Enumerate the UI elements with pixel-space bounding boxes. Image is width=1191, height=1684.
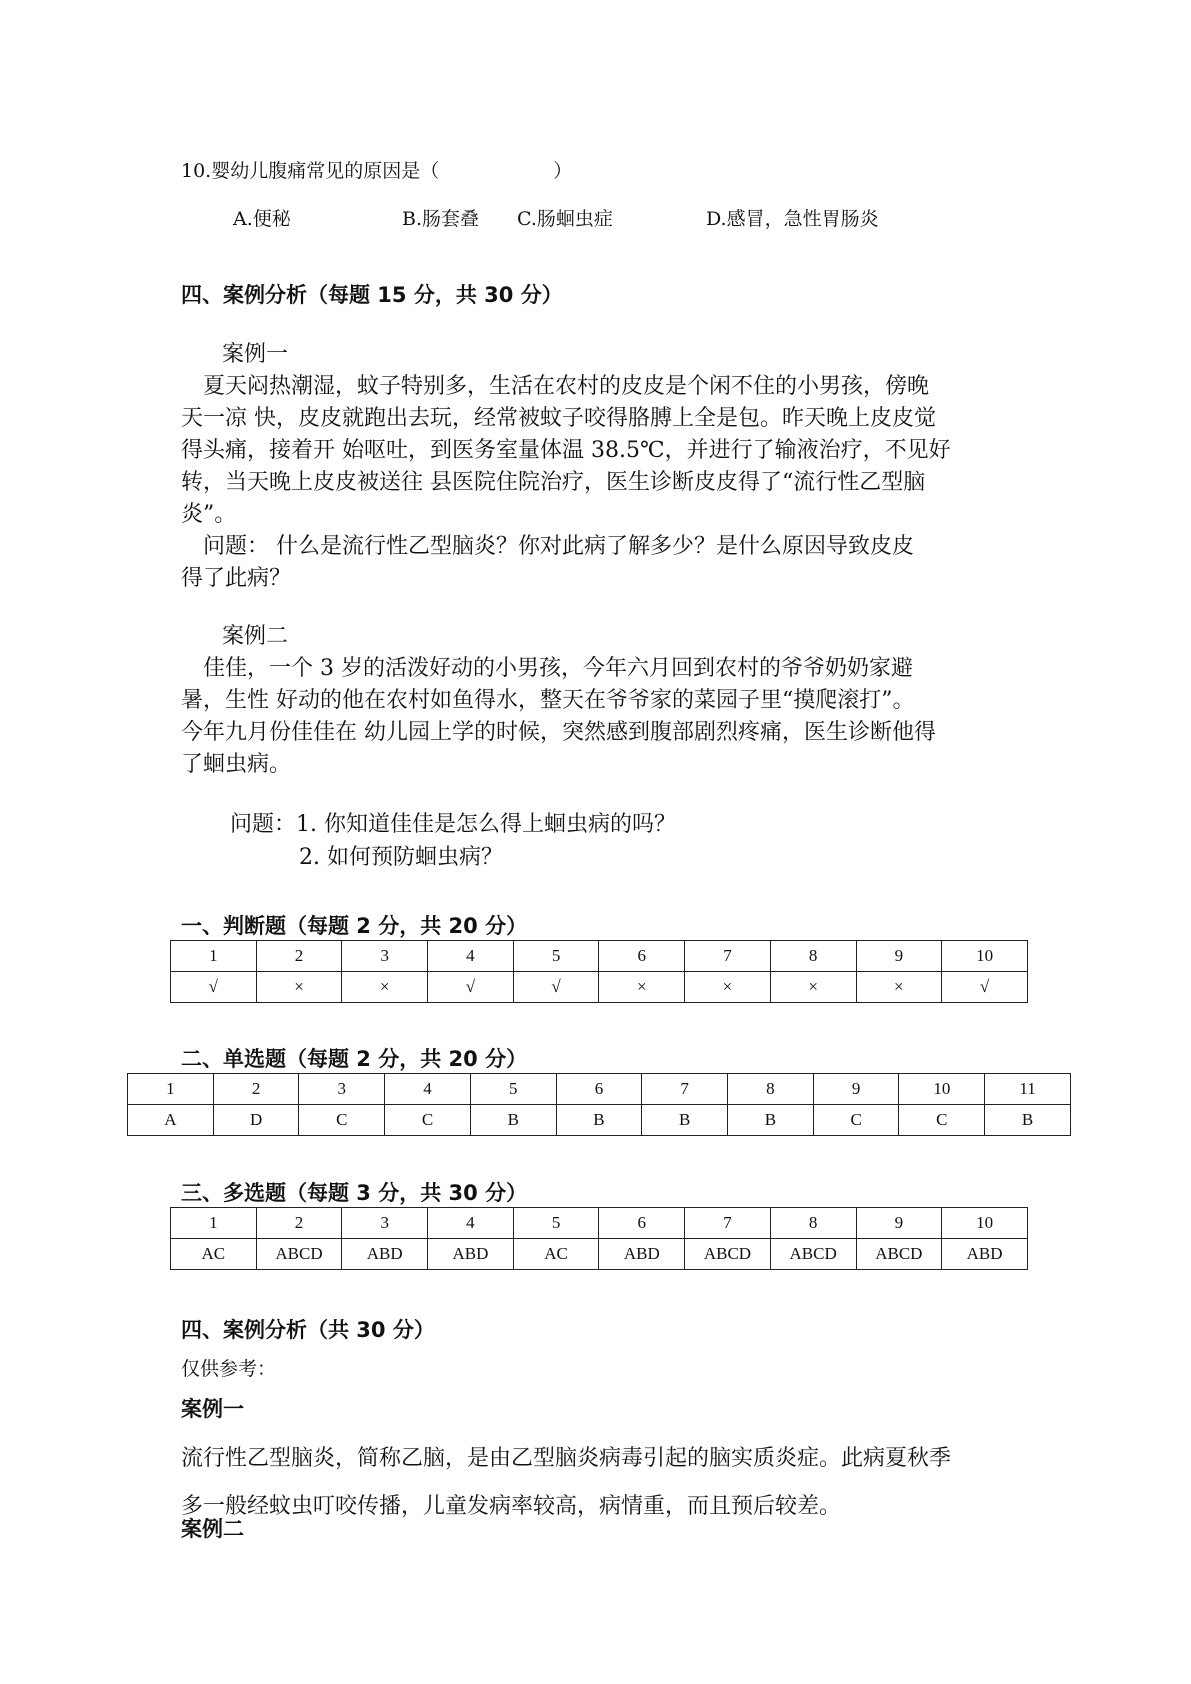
table-cell: × — [856, 972, 942, 1003]
table-cell: √ — [428, 972, 514, 1003]
text-line: 得头痛，接着开 始呕吐，到医务室量体温 38.5℃，并进行了输液治疗，不见好 — [181, 438, 951, 463]
table-cell: 6 — [599, 941, 685, 972]
table-cell: B — [642, 1105, 728, 1136]
table-cell: √ — [942, 972, 1028, 1003]
table-cell: 4 — [385, 1074, 471, 1105]
case-2-answer-title: 案例二 — [181, 1517, 244, 1541]
table-cell: 6 — [556, 1074, 642, 1105]
case-2-text — [181, 653, 1017, 781]
text-line: 转，当天晚上皮皮被送往 县医院住院治疗，医生诊断皮皮得了“流行性乙型脑 — [181, 470, 926, 495]
table-cell: 7 — [642, 1074, 728, 1105]
table-cell: 8 — [770, 941, 856, 972]
case-2-title: 案例二 — [222, 624, 289, 649]
table-cell: AC — [513, 1239, 599, 1270]
table-cell: 1 — [171, 1208, 257, 1239]
table-cell: AC — [171, 1239, 257, 1270]
single-answers-title: 二、单选题（每题 2 分，共 20 分） — [181, 1047, 528, 1071]
table-cell: 5 — [513, 1208, 599, 1239]
table-cell: B — [470, 1105, 556, 1136]
table-cell: 4 — [428, 1208, 514, 1239]
table-row — [128, 1105, 1071, 1136]
table-cell: 9 — [813, 1074, 899, 1105]
table-row — [171, 941, 1028, 972]
table-cell: B — [728, 1105, 814, 1136]
case-1-answer-title: 案例一 — [181, 1397, 244, 1421]
table-cell: C — [899, 1105, 985, 1136]
table-cell: ABD — [599, 1239, 685, 1270]
table-cell: ABD — [342, 1239, 428, 1270]
case-2-question-1: 问题：1. 你知道佳佳是怎么得上蛔虫病的吗？ — [230, 812, 676, 837]
text-line: 佳佳，一个 3 岁的活泼好动的小男孩，今年六月回到农村的爷爷奶奶家避 — [181, 656, 913, 681]
table-cell: 3 — [342, 1208, 428, 1239]
table-cell: 10 — [942, 941, 1028, 972]
reference-note: 仅供参考： — [181, 1358, 277, 1380]
table-cell: 3 — [342, 941, 428, 972]
table-cell: ABD — [428, 1239, 514, 1270]
table-cell: ABCD — [685, 1239, 771, 1270]
table-cell: C — [385, 1105, 471, 1136]
table-cell: ABCD — [256, 1239, 342, 1270]
table-cell: × — [685, 972, 771, 1003]
table-cell: × — [599, 972, 685, 1003]
text-line: 今年九月份佳佳在 幼儿园上学的时候，突然感到腹部剧烈疼痛，医生诊断他得 — [181, 720, 936, 745]
single-answers-table — [127, 1073, 1071, 1136]
table-cell: ABD — [942, 1239, 1028, 1270]
text-line: 暑，生性 好动的他在农村如鱼得水，整天在爷爷家的菜园子里“摸爬滚打”。 — [181, 688, 915, 713]
case-2-question-2: 2. 如何预防蛔虫病？ — [299, 845, 503, 870]
question-10-option-b: B.肠套叠 — [402, 208, 480, 230]
table-row — [171, 1208, 1028, 1239]
table-cell: D — [213, 1105, 299, 1136]
table-row — [128, 1074, 1071, 1105]
table-cell: 7 — [685, 941, 771, 972]
case-1-answer-text — [181, 1435, 1017, 1531]
case-answers-title: 四、案例分析（共 30 分） — [181, 1318, 435, 1342]
question-10-stem: 10.婴幼儿腹痛常见的原因是（ ） — [181, 160, 573, 182]
table-cell: √ — [171, 972, 257, 1003]
table-cell: 1 — [128, 1074, 214, 1105]
text-line: 炎”。 — [181, 502, 237, 527]
table-cell: 10 — [899, 1074, 985, 1105]
table-cell: ABCD — [770, 1239, 856, 1270]
table-cell: C — [813, 1105, 899, 1136]
table-cell: 4 — [428, 941, 514, 972]
table-cell: 5 — [513, 941, 599, 972]
table-cell: 7 — [685, 1208, 771, 1239]
multi-answers-table — [170, 1207, 1028, 1270]
table-cell: × — [256, 972, 342, 1003]
table-cell: 8 — [728, 1074, 814, 1105]
table-cell: × — [342, 972, 428, 1003]
text-line: 多一般经蚊虫叮咬传播，儿童发病率较高，病情重，而且预后较差。 — [181, 1494, 842, 1519]
table-cell: 9 — [856, 1208, 942, 1239]
text-line: 天一凉 快，皮皮就跑出去玩，经常被蚊子咬得胳膊上全是包。昨天晚上皮皮觉 — [181, 406, 936, 431]
question-10-option-a: A.便秘 — [233, 208, 291, 230]
multi-answers-title: 三、多选题（每题 3 分，共 30 分） — [181, 1181, 528, 1205]
table-cell: 6 — [599, 1208, 685, 1239]
table-row — [171, 1239, 1028, 1270]
table-cell: × — [770, 972, 856, 1003]
table-cell: 2 — [256, 941, 342, 972]
judge-answers-table — [170, 940, 1028, 1003]
table-cell: 8 — [770, 1208, 856, 1239]
table-row — [171, 972, 1028, 1003]
table-cell: 10 — [942, 1208, 1028, 1239]
table-cell: 3 — [299, 1074, 385, 1105]
text-line: 了蛔虫病。 — [181, 752, 292, 777]
table-cell: 11 — [985, 1074, 1071, 1105]
judge-answers-title: 一、判断题（每题 2 分，共 20 分） — [181, 914, 528, 938]
question-10-option-d: D.感冒，急性胃肠炎 — [706, 208, 879, 230]
table-cell: 2 — [256, 1208, 342, 1239]
table-cell: 5 — [470, 1074, 556, 1105]
case-1-title: 案例一 — [222, 342, 289, 367]
table-cell: C — [299, 1105, 385, 1136]
text-line: 得了此病？ — [181, 566, 292, 591]
table-cell: √ — [513, 972, 599, 1003]
table-cell: 9 — [856, 941, 942, 972]
case-1-text — [181, 371, 1017, 595]
table-cell: ABCD — [856, 1239, 942, 1270]
text-line: 流行性乙型脑炎，简称乙脑，是由乙型脑炎病毒引起的脑实质炎症。此病夏秋季 — [181, 1446, 952, 1471]
table-cell: B — [985, 1105, 1071, 1136]
question-10-option-c: C.肠蛔虫症 — [517, 208, 613, 230]
table-cell: 1 — [171, 941, 257, 972]
text-line: 问题： 什么是流行性乙型脑炎？你对此病了解多少？是什么原因导致皮皮 — [181, 534, 914, 559]
table-cell: A — [128, 1105, 214, 1136]
section-4-header: 四、案例分析（每题 15 分，共 30 分） — [181, 283, 563, 307]
text-line: 夏天闷热潮湿，蚊子特别多，生活在农村的皮皮是个闲不住的小男孩，傍晚 — [181, 374, 930, 399]
table-cell: 2 — [213, 1074, 299, 1105]
table-cell: B — [556, 1105, 642, 1136]
